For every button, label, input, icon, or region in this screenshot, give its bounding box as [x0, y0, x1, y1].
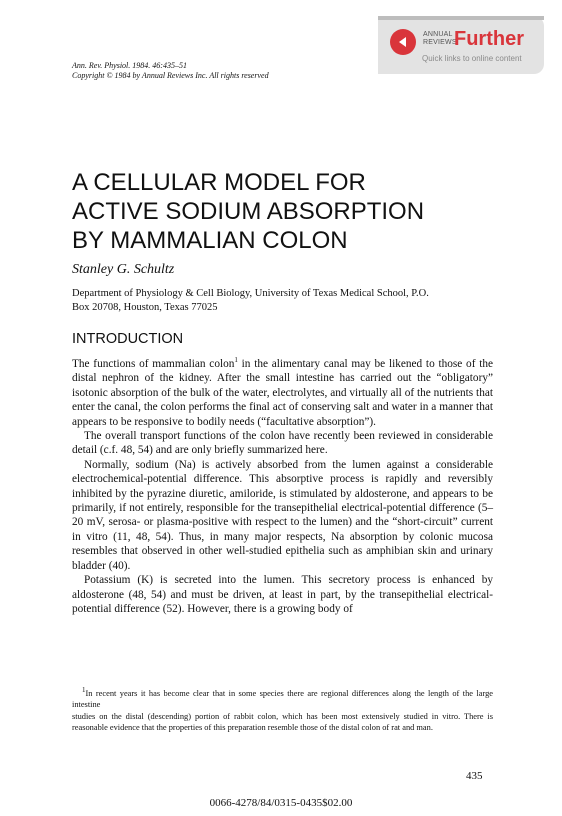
body-text — [72, 357, 493, 616]
author-affiliation — [72, 287, 492, 315]
badge-reviews-text: REVIEWS — [423, 39, 457, 46]
footnote — [72, 688, 493, 733]
paragraph-3: Normally, sodium (Na) is actively absorbed from the lumen against a considerable electrochemical-potential difference. This absorptive process is rapidly and reversibly inhibited by the pyrazine diuretic, amiloride, is stimulated by aldosterone, and appears to be primarily, if not entirely, responsible for the transepithelial electrical-potential difference (5–20 mV, serosa- or plasma-positive with respect to the lumen) and the “short-circuit” current in vitro (11, 48, 54). Thus, in many major respects, Na absorption by colonic mucosa resembles that observed in other well-studied epithelia such as amphibian skin and urinary bladder (40). — [72, 458, 493, 572]
badge-annual-text: ANNUAL — [423, 31, 453, 38]
section-heading: INTRODUCTION — [72, 331, 184, 347]
article-code: 0066-4278/84/0315-0435$02.00 — [209, 797, 353, 809]
paragraph-1 — [72, 357, 493, 429]
footnote-line-2: studies on the distal (descending) portion of rabbit colon, which has been most extensively studied in vitro. There is reasonable evidence that the properties of this preparation resemble those of the distal colon of rat and man. — [72, 711, 493, 732]
journal-citation — [72, 61, 372, 81]
title-line-2: ACTIVE SODIUM ABSORPTION — [72, 198, 425, 225]
paragraph-1-rest: in the alimentary canal may be likened to those of the distal nephron of the kidney. After the small intestine has carried out the “obligatory” isotonic absorption of the bulk of the water, electrolytes, and virtually all of the nutrients that enter the canal, the colon performs the final act of conserving salt and water in a manner that appears to be responsive to bodily needs (“facultative absorption”). — [72, 358, 494, 428]
badge-further-text: Further — [454, 28, 524, 50]
citation-line-1: Ann. Rev. Physiol. 1984. 46:435–51 — [72, 61, 187, 70]
citation-line-2: Copyright © 1984 by Annual Reviews Inc. All rights reserved — [72, 71, 269, 80]
paragraph-4: Potassium (K) is secreted into the lumen. This secretory process is enhanced by aldosterone (48, 54) and must be driven, at least in part, by the transepithelial electrical-potential difference (52). However, there is a growing body of — [72, 574, 493, 615]
footnote-line-1 — [72, 688, 493, 711]
affiliation-line-2: Box 20708, Houston, Texas 77025 — [72, 302, 218, 313]
annual-reviews-further-badge[interactable] — [378, 16, 544, 74]
page-number: 435 — [466, 770, 483, 782]
footnote-number: 1 — [82, 686, 86, 695]
title-line-1: A CELLULAR MODEL FOR — [72, 169, 366, 196]
footnote-marker: 1 — [234, 356, 238, 365]
article-title — [72, 168, 492, 255]
paragraph-2: The overall transport functions of the colon have recently been reviewed in considerable detail (c.f. 48, 54) and are only briefly summarized here. — [72, 430, 493, 457]
title-line-3: BY MAMMALIAN COLON — [72, 227, 348, 254]
author-name: Stanley G. Schultz — [72, 262, 175, 277]
paragraph-1-start: The functions of mammalian colon — [72, 358, 235, 370]
badge-top-strip — [378, 16, 544, 20]
badge-subtitle: Quick links to online content — [422, 54, 522, 63]
play-arrow-icon — [390, 29, 416, 55]
footnote-text-1: In recent years it has become clear that in some species there are regional differences along the length of the large intestine — [72, 689, 493, 710]
affiliation-line-1: Department of Physiology & Cell Biology, University of Texas Medical School, P.O. — [72, 288, 429, 299]
